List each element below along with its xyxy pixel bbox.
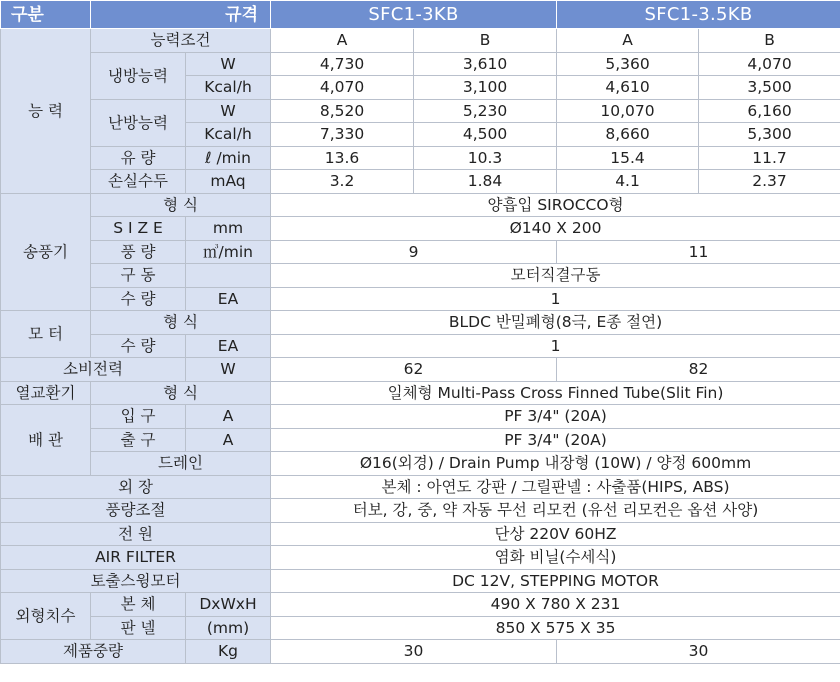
value-cell: 8,660	[557, 123, 699, 147]
value-cell: 2.37	[699, 170, 840, 194]
value-cell: 본체 : 아연도 강판 / 그릴판넬 : 사출품(HIPS, ABS)	[271, 475, 840, 499]
row-dim-body	[1, 593, 840, 617]
unit-cell: EA	[186, 287, 271, 311]
row-swing-motor	[1, 569, 840, 593]
label-weight: 제품중량	[1, 640, 186, 664]
value-cell: 1	[271, 287, 840, 311]
row-heat-exchanger	[1, 381, 840, 405]
value-cell: 4,070	[699, 52, 840, 76]
unit-cell: W	[186, 99, 271, 123]
unit-cell: ㎥/min	[186, 240, 271, 264]
row-cooling-w	[1, 52, 840, 76]
unit-cell: A	[186, 405, 271, 429]
value-cell: 30	[557, 640, 840, 664]
unit-cell: W	[186, 358, 271, 382]
unit-cell-empty	[186, 264, 271, 288]
row-fan-qty	[1, 287, 840, 311]
label-fan-size: S I Z E	[91, 217, 186, 241]
unit-cell: DxWxH	[186, 593, 271, 617]
value-cell: 4,500	[414, 123, 557, 147]
header-gyugyeok: 규격	[91, 1, 271, 29]
value-cell: 5,360	[557, 52, 699, 76]
label-motor-type: 형 식	[91, 311, 271, 335]
label-power-source: 전 원	[1, 522, 271, 546]
value-cell: 단상 220V 60HZ	[271, 522, 840, 546]
row-fan-airflow	[1, 240, 840, 264]
row-power	[1, 358, 840, 382]
value-cell: 터보, 강, 중, 약 자동 무선 리모컨 (유선 리모컨은 옵션 사양)	[271, 499, 840, 523]
row-pipe-drain	[1, 452, 840, 476]
label-fan-drive: 구 동	[91, 264, 186, 288]
value-cell: 62	[271, 358, 557, 382]
row-fan-type	[1, 193, 840, 217]
value-cell: PF 3/4" (20A)	[271, 428, 840, 452]
row-flow	[1, 146, 840, 170]
value-cell: 30	[271, 640, 557, 664]
value-cell: 4,610	[557, 76, 699, 100]
row-condition	[1, 29, 840, 53]
unit-cell: W	[186, 52, 271, 76]
group-piping: 배 관	[1, 405, 91, 476]
row-pipe-outlet	[1, 428, 840, 452]
value-cell: 13.6	[271, 146, 414, 170]
unit-cell: ℓ /min	[186, 146, 271, 170]
label-pipe-drain: 드레인	[91, 452, 271, 476]
condition-cell: B	[699, 29, 840, 53]
condition-cell: A	[271, 29, 414, 53]
label-dim-body: 본 체	[91, 593, 186, 617]
value-cell: 5,300	[699, 123, 840, 147]
header-model-2: SFC1-3.5KB	[557, 1, 840, 29]
row-motor-qty	[1, 334, 840, 358]
label-fan-airflow: 풍 량	[91, 240, 186, 264]
label-exterior: 외 장	[1, 475, 271, 499]
label-headloss: 손실수두	[91, 170, 186, 194]
label-dim-panel: 판 넬	[91, 616, 186, 640]
value-cell: 염화 비닐(수세식)	[271, 546, 840, 570]
header-gubun: 구분	[1, 1, 91, 29]
value-cell: 82	[557, 358, 840, 382]
row-fan-drive	[1, 264, 840, 288]
value-cell: 15.4	[557, 146, 699, 170]
label-airflow-control: 풍량조절	[1, 499, 271, 523]
value-cell: PF 3/4" (20A)	[271, 405, 840, 429]
label-heat-exchanger: 열교환기	[1, 381, 91, 405]
value-cell: 3,500	[699, 76, 840, 100]
value-cell: 11	[557, 240, 840, 264]
label-pipe-inlet: 입 구	[91, 405, 186, 429]
value-cell: DC 12V, STEPPING MOTOR	[271, 569, 840, 593]
row-air-filter	[1, 546, 840, 570]
row-exterior	[1, 475, 840, 499]
value-cell: 3,100	[414, 76, 557, 100]
value-cell: 11.7	[699, 146, 840, 170]
row-dim-panel	[1, 616, 840, 640]
header-model-1: SFC1-3KB	[271, 1, 557, 29]
label-flow: 유 량	[91, 146, 186, 170]
value-cell: 850 X 575 X 35	[271, 616, 840, 640]
value-cell: 7,330	[271, 123, 414, 147]
label-fan-qty: 수 량	[91, 287, 186, 311]
value-cell: 10,070	[557, 99, 699, 123]
value-cell: 490 X 780 X 231	[271, 593, 840, 617]
row-fan-size	[1, 217, 840, 241]
value-cell: 4,730	[271, 52, 414, 76]
row-motor-type	[1, 311, 840, 335]
value-cell: 1	[271, 334, 840, 358]
label-swing-motor: 토출스윙모터	[1, 569, 271, 593]
unit-cell: Kcal/h	[186, 123, 271, 147]
label-cooling: 냉방능력	[91, 52, 186, 99]
group-capacity: 능 력	[1, 29, 91, 194]
row-pipe-inlet	[1, 405, 840, 429]
group-fan: 송풍기	[1, 193, 91, 311]
value-cell: Ø16(외경) / Drain Pump 내장형 (10W) / 양정 600mm	[271, 452, 840, 476]
unit-cell: EA	[186, 334, 271, 358]
value-cell: 9	[271, 240, 557, 264]
group-dimensions: 외형치수	[1, 593, 91, 640]
unit-cell: Kcal/h	[186, 76, 271, 100]
row-weight	[1, 640, 840, 664]
value-cell: 4.1	[557, 170, 699, 194]
value-cell: 일체형 Multi-Pass Cross Finned Tube(Slit Fin)	[271, 381, 840, 405]
unit-cell: mAq	[186, 170, 271, 194]
label-power: 소비전력	[1, 358, 186, 382]
row-headloss	[1, 170, 840, 194]
label-heating: 난방능력	[91, 99, 186, 146]
unit-cell: mm	[186, 217, 271, 241]
unit-cell: A	[186, 428, 271, 452]
value-cell: 4,070	[271, 76, 414, 100]
unit-cell: (mm)	[186, 616, 271, 640]
value-cell: 1.84	[414, 170, 557, 194]
value-cell: 모터직결구동	[271, 264, 840, 288]
value-cell: 5,230	[414, 99, 557, 123]
label-motor-qty: 수 량	[91, 334, 186, 358]
label-heat-exchanger-type: 형 식	[91, 381, 271, 405]
value-cell: 양흡입 SIROCCO형	[271, 193, 840, 217]
group-motor: 모 터	[1, 311, 91, 358]
value-cell: Ø140 X 200	[271, 217, 840, 241]
value-cell: 8,520	[271, 99, 414, 123]
label-air-filter: AIR FILTER	[1, 546, 271, 570]
condition-cell: A	[557, 29, 699, 53]
value-cell: 3.2	[271, 170, 414, 194]
header-row	[1, 1, 840, 29]
value-cell: 6,160	[699, 99, 840, 123]
condition-cell: B	[414, 29, 557, 53]
row-heating-w	[1, 99, 840, 123]
unit-cell: Kg	[186, 640, 271, 664]
value-cell: 10.3	[414, 146, 557, 170]
label-condition: 능력조건	[91, 29, 271, 53]
value-cell: 3,610	[414, 52, 557, 76]
row-airflow-control	[1, 499, 840, 523]
value-cell: BLDC 반밀폐형(8극, E종 절연)	[271, 311, 840, 335]
label-pipe-outlet: 출 구	[91, 428, 186, 452]
row-power-source	[1, 522, 840, 546]
label-fan-type: 형 식	[91, 193, 271, 217]
